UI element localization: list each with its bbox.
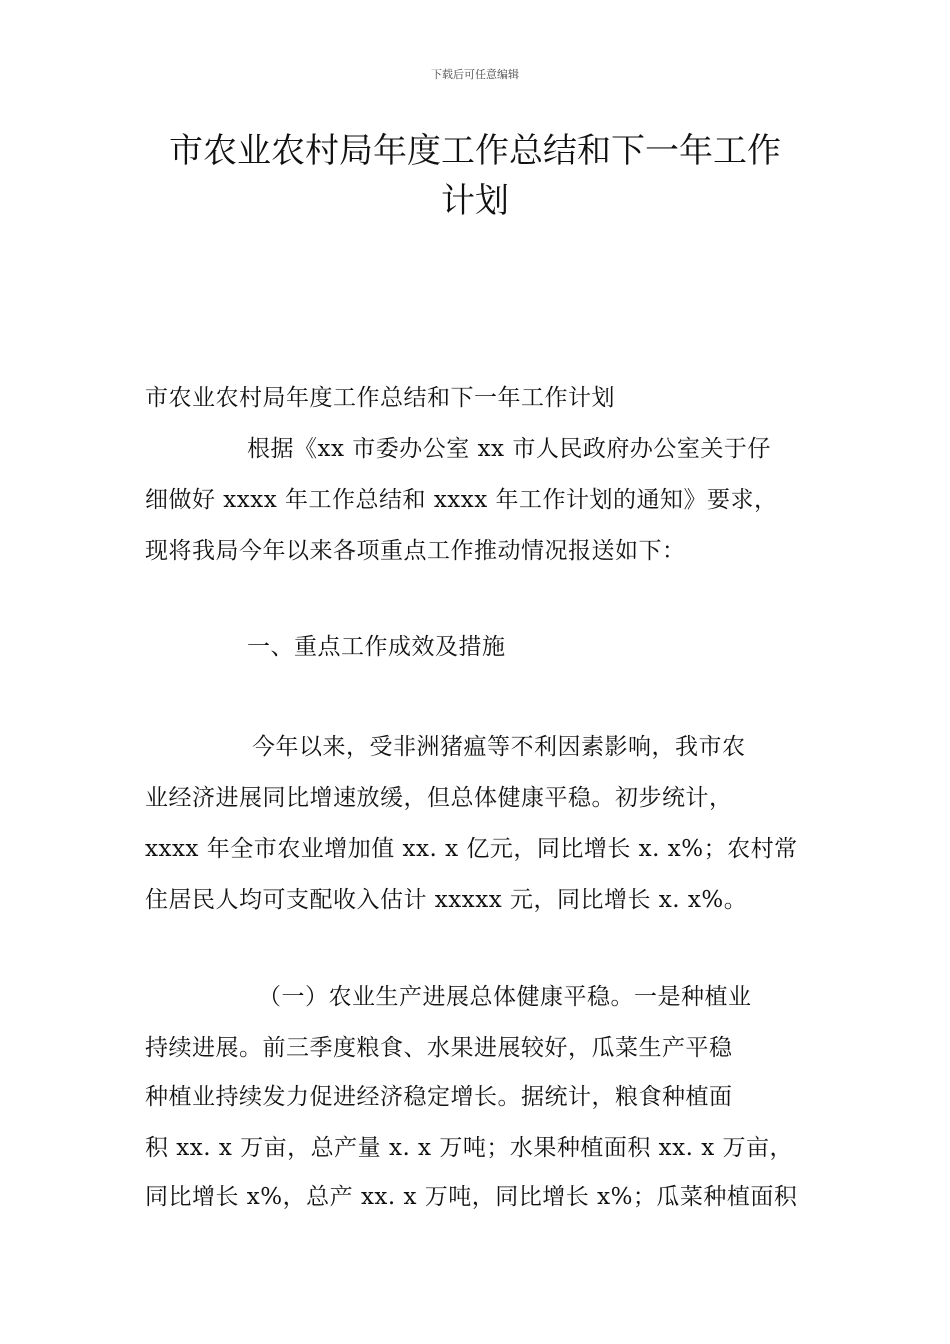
paragraph-line: xxxx 年全市农业增加值 xx. x 亿元，同比增长 x. x%；农村常 bbox=[145, 836, 798, 862]
intro-line: 根据《xx 市委办公室 xx 市人民政府办公室关于仔 bbox=[247, 436, 771, 462]
title-line-2: 计划 bbox=[441, 181, 509, 221]
paragraph-line: 住居民人均可支配收入估计 xxxxx 元，同比增长 x. x%。 bbox=[145, 887, 748, 913]
paragraph-line: 种植业持续发力促进经济稳定增长。据统计，粮食种植面 bbox=[145, 1084, 733, 1110]
paragraph-line: 积 xx. x 万亩，总产量 x. x 万吨；水果种植面积 xx. x 万亩， bbox=[145, 1135, 794, 1161]
paragraph-line: 同比增长 x%，总产 xx. x 万吨，同比增长 x%；瓜菜种植面积 bbox=[145, 1184, 798, 1210]
section-heading: 一、重点工作成效及措施 bbox=[247, 634, 506, 660]
document-title bbox=[140, 126, 810, 226]
paragraph-line: 今年以来，受非洲猪瘟等不利因素影响，我市农 bbox=[252, 734, 746, 760]
document-subtitle: 市农业农村局年度工作总结和下一年工作计划 bbox=[145, 385, 615, 411]
paragraph-line: 业经济进展同比增速放缓，但总体健康平稳。初步统计， bbox=[145, 785, 733, 811]
paragraph-line: （一）农业生产进展总体健康平稳。一是种植业 bbox=[258, 984, 752, 1010]
title-line-1: 市农业农村局年度工作总结和下一年工作 bbox=[169, 131, 781, 171]
intro-line: 现将我局今年以来各项重点工作推动情况报送如下： bbox=[145, 538, 686, 564]
header-note: 下载后可任意编辑 bbox=[431, 68, 519, 81]
intro-line: 细做好 xxxx 年工作总结和 xxxx 年工作计划的通知》要求， bbox=[145, 487, 778, 513]
paragraph-line: 持续进展。前三季度粮食、水果进展较好，瓜菜生产平稳 bbox=[145, 1035, 733, 1061]
